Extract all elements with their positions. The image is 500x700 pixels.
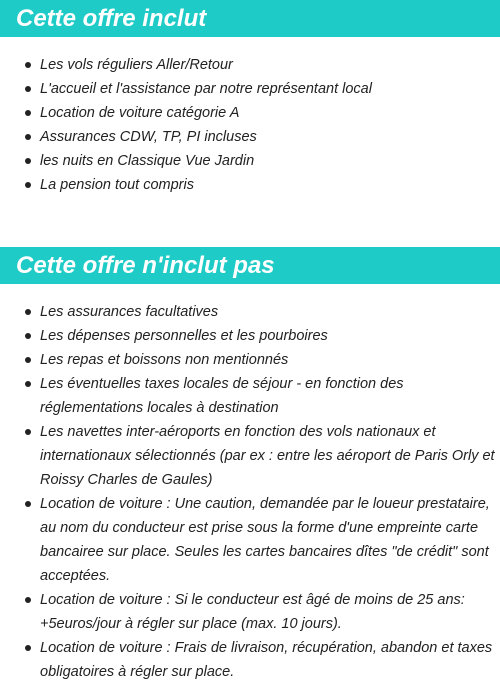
list-item (40, 300, 500, 324)
list-item (40, 173, 500, 197)
list-item (40, 53, 500, 77)
list-item-text: les nuits en Classique Vue Jardin (40, 153, 255, 169)
bullet-icon (25, 501, 31, 507)
list-item-text: Location de voiture : Si le conducteur est âgé de moins de 25 ans: +5euros/jour à régler sur place (max. 10 jours). (40, 592, 465, 632)
list-item (40, 492, 500, 588)
bullet-icon (25, 333, 31, 339)
list-item-text: La pension tout compris (40, 177, 194, 193)
bullet-icon (25, 182, 31, 188)
list-item (40, 149, 500, 173)
list-item (40, 420, 500, 492)
list-item (40, 324, 500, 348)
bullet-icon (25, 134, 31, 140)
excluded-list (0, 300, 500, 684)
list-item-text: Assurances CDW, TP, PI incluses (40, 129, 257, 145)
list-item-text: Les repas et boissons non mentionnés (40, 352, 289, 368)
list-item (40, 348, 500, 372)
list-item-text: Les éventuelles taxes locales de séjour - en fonction des réglementations locales à destination (40, 376, 404, 416)
list-item-text: Location de voiture : Une caution, demandée par le loueur prestataire, au nom du conducteur est prise sous la forme d'une empreinte carte bancairee sur place. Seules les cartes bancaires dîtes "de crédit" sont acceptées. (40, 496, 490, 584)
bullet-icon (25, 597, 31, 603)
list-item-text: Les vols réguliers Aller/Retour (40, 57, 233, 73)
list-item (40, 101, 500, 125)
list-item-text: L'accueil et l'assistance par notre représentant local (40, 81, 372, 97)
list-item (40, 77, 500, 101)
list-item-text: Les dépenses personnelles et les pourboires (40, 328, 328, 344)
bullet-icon (25, 357, 31, 363)
list-item-text: Les navettes inter-aéroports en fonction des vols nationaux et internationaux sélectionnés (par ex : entre les aéroport de Paris Orly et Roissy Charles de Gaules) (40, 424, 495, 488)
list-item-text: Location de voiture : Frais de livraison, récupération, abandon et taxes obligatoires à régler sur place. (40, 640, 493, 680)
list-item-text: Location de voiture catégorie A (40, 105, 240, 121)
bullet-icon (25, 309, 31, 315)
included-section-title: Cette offre inclut (0, 0, 500, 37)
bullet-icon (25, 86, 31, 92)
bullet-icon (25, 429, 31, 435)
list-item (40, 588, 500, 636)
list-item (40, 372, 500, 420)
bullet-icon (25, 645, 31, 651)
list-item (40, 125, 500, 149)
bullet-icon (25, 381, 31, 387)
list-item-text: Les assurances facultatives (40, 304, 219, 320)
list-item (40, 636, 500, 684)
excluded-section-title: Cette offre n'inclut pas (0, 247, 500, 284)
included-list (0, 53, 500, 197)
bullet-icon (25, 158, 31, 164)
bullet-icon (25, 62, 31, 68)
bullet-icon (25, 110, 31, 116)
